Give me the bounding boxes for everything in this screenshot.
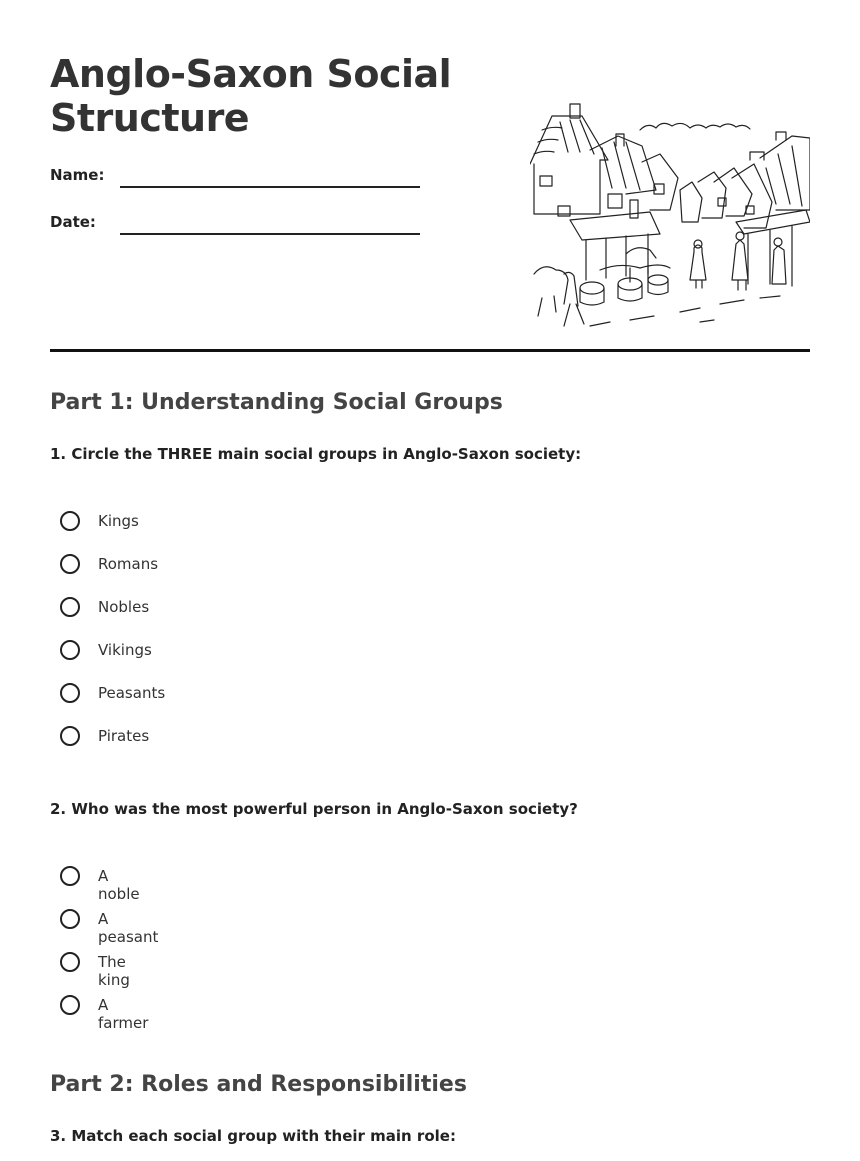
date-field-row [50,211,420,237]
radio-circle-icon[interactable] [60,952,80,972]
option-label: A farmer [98,996,149,1032]
radio-circle-icon[interactable] [60,554,80,574]
radio-circle-icon[interactable] [60,909,80,929]
question-1: 1. Circle the THREE main social groups in Anglo-Saxon society: [50,445,582,463]
option-label: Peasants [98,684,166,702]
part1-heading: Part 1: Understanding Social Groups [50,390,503,415]
name-field-row [50,164,420,190]
worksheet-page [50,0,810,1161]
date-label: Date: [50,213,96,231]
option-label: Pirates [98,727,150,745]
radio-circle-icon[interactable] [60,597,80,617]
question-3: 3. Match each social group with their main role: [50,1127,456,1145]
option-label: A noble [98,867,140,903]
name-label: Name: [50,166,105,184]
header-divider [50,349,810,352]
radio-circle-icon[interactable] [60,866,80,886]
radio-circle-icon[interactable] [60,511,80,531]
part2-heading: Part 2: Roles and Responsibilities [50,1072,467,1097]
worksheet-title: Anglo-Saxon Social Structure [50,52,452,140]
option-label: Vikings [98,641,152,659]
date-blank-line[interactable] [120,233,420,235]
village-illustration [530,98,810,334]
question-2: 2. Who was the most powerful person in Anglo-Saxon society? [50,800,578,818]
radio-circle-icon[interactable] [60,995,80,1015]
radio-circle-icon[interactable] [60,640,80,660]
option-label: Romans [98,555,159,573]
option-label: Kings [98,512,139,530]
radio-circle-icon[interactable] [60,726,80,746]
option-label: The king [98,953,130,989]
option-label: A peasant [98,910,159,946]
name-blank-line[interactable] [120,186,420,188]
radio-circle-icon[interactable] [60,683,80,703]
option-label: Nobles [98,598,150,616]
